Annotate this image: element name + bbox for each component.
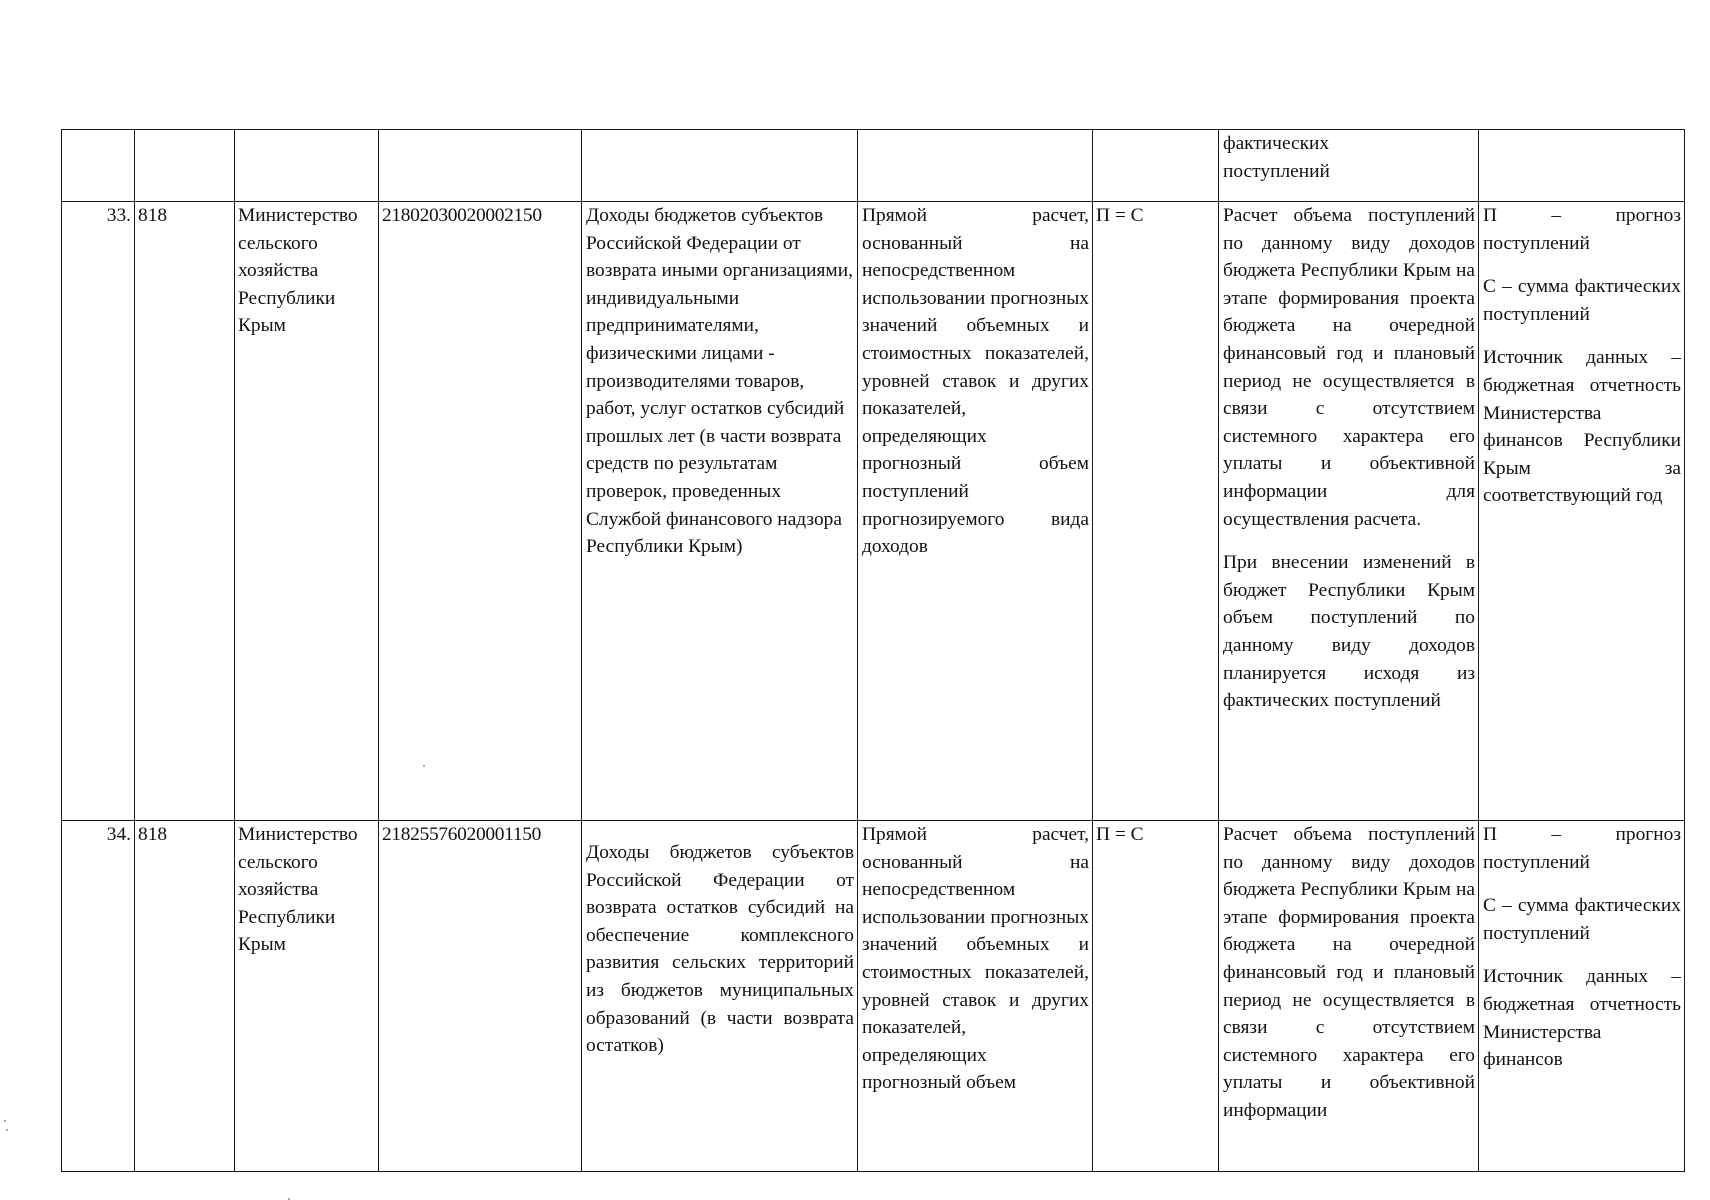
calc-description-paragraph: Расчет объема поступлений по данному виду доходов бюджета Республики Крым на этапе формирования проекта бюджета на очередной финансовый год и плановый период не осуществляется в связи с отсутствием системного характера его уплаты и объективной информации bbox=[1223, 824, 1475, 1121]
table-row bbox=[62, 821, 1685, 1172]
calc-description-tail: фактических поступлений bbox=[1223, 133, 1330, 182]
admin-code: 818 bbox=[135, 821, 235, 1172]
data-source: Источник данных – бюджетная отчетность Министерства финансов bbox=[1483, 966, 1681, 1071]
cell-formula bbox=[1093, 130, 1219, 202]
cell-income-name bbox=[582, 130, 858, 202]
income-name: Доходы бюджетов субъектов Российской Федерации от возврата остатков субсидий на обеспечение комплексного развития сельских территорий из бюджетов муниципальных образований (в части возврата остатков) bbox=[582, 821, 858, 1172]
indicator-c: С – сумма фактических поступлений bbox=[1483, 895, 1681, 944]
formula: П = С bbox=[1093, 202, 1219, 821]
scan-speck bbox=[6, 1129, 8, 1131]
row-number: 33. bbox=[62, 202, 135, 821]
kbk-code: 21825576020001150 bbox=[379, 821, 582, 1172]
scan-speck bbox=[4, 1120, 6, 1122]
data-source: Источник данных – бюджетная отчетность Министерства финансов Республики Крым за соответствующий год bbox=[1483, 347, 1681, 507]
calc-description bbox=[1219, 202, 1479, 821]
formula: П = С bbox=[1093, 821, 1219, 1172]
admin-code: 818 bbox=[135, 202, 235, 821]
indicator-p: П – прогноз поступлений bbox=[1483, 205, 1681, 254]
cell-kbk bbox=[379, 130, 582, 202]
cell-calc-description bbox=[1219, 130, 1479, 202]
indicators-description bbox=[1479, 202, 1685, 821]
income-name: Доходы бюджетов субъектов Российской Федерации от возврата иными организациями, индивидуальными предпринимателями, физическими лицами - производителями товаров, работ, услуг остатков субсидий прошлых лет (в части возврата средств по результатам проверок, проведенных Службой финансового надзора Республики Крым) bbox=[582, 202, 858, 821]
calc-description bbox=[1219, 821, 1479, 1172]
cell-indicators bbox=[1479, 130, 1685, 202]
cell-admin-name bbox=[235, 130, 379, 202]
calc-description-paragraph: Расчет объема поступлений по данному виду доходов бюджета Республики Крым на этапе формирования проекта бюджета на очередной финансовый год и плановый период не осуществляется в связи с отсутствием системного характера его уплаты и объективной информации для осуществления расчета. bbox=[1223, 205, 1475, 530]
table-row-continuation bbox=[62, 130, 1685, 202]
admin-name: Министерство сельского хозяйства Республики Крым bbox=[235, 821, 379, 1172]
indicators-description bbox=[1479, 821, 1685, 1172]
indicator-p: П – прогноз поступлений bbox=[1483, 824, 1681, 873]
kbk-code: 21802030020002150 bbox=[379, 202, 582, 821]
forecast-method: Прямой расчет, основанный на непосредственном использовании прогнозных значений объемных и стоимостных показателей, уровней ставок и других показателей, определяющих прогнозный объем bbox=[858, 821, 1093, 1172]
forecast-method: Прямой расчет, основанный на непосредственном использовании прогнозных значений объемных и стоимостных показателей, уровней ставок и других показателей, определяющих прогнозный объем поступлений прогнозируемого вида доходов bbox=[858, 202, 1093, 821]
scan-speck bbox=[423, 765, 425, 767]
calc-description-paragraph: При внесении изменений в бюджет Республики Крым объем поступлений по данному виду доходов планируется исходя из фактических поступлений bbox=[1223, 552, 1475, 712]
income-forecast-table bbox=[61, 129, 1685, 1172]
table-row bbox=[62, 202, 1685, 821]
admin-name: Министерство сельского хозяйства Республики Крым bbox=[235, 202, 379, 821]
cell-admin-code bbox=[135, 130, 235, 202]
cell-method bbox=[858, 130, 1093, 202]
row-number: 34. bbox=[62, 821, 135, 1172]
cell-num bbox=[62, 130, 135, 202]
indicator-c: С – сумма фактических поступлений bbox=[1483, 276, 1681, 325]
